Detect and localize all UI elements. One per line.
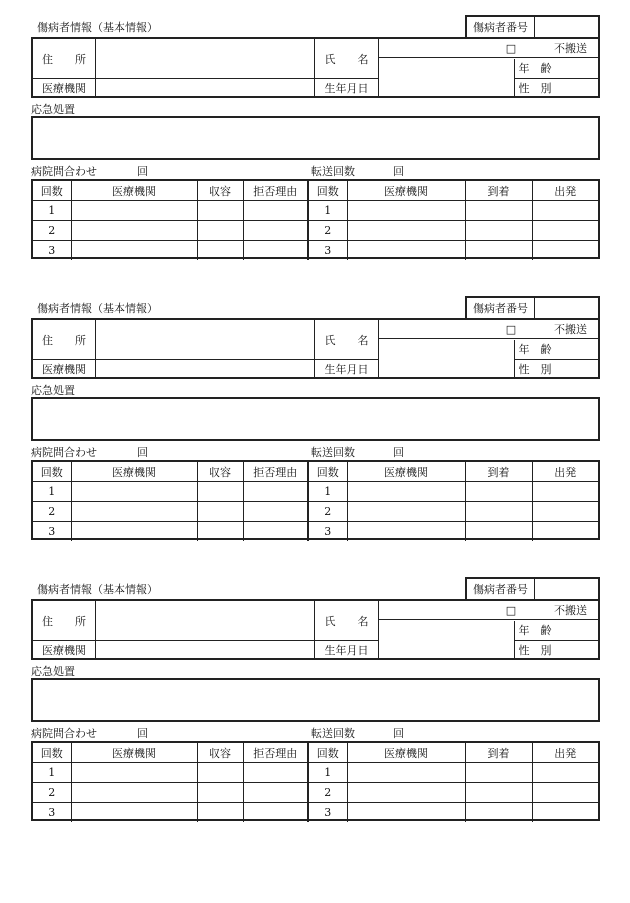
- no-transport-checkbox[interactable]: □: [505, 603, 517, 617]
- row-number-2: 2: [308, 221, 347, 241]
- departure-cell[interactable]: [532, 201, 598, 221]
- birth-label: 生年月日: [324, 363, 369, 376]
- form-title: 傷病者情報（基本情報）: [37, 583, 158, 596]
- inquiry-unit: 回: [137, 727, 148, 740]
- reason-cell[interactable]: [243, 482, 308, 502]
- transfer-unit: 回: [393, 727, 404, 740]
- institution-cell[interactable]: [71, 241, 197, 261]
- table-row: [33, 803, 598, 823]
- first-aid-label: 応急処置: [31, 384, 75, 397]
- row-number: 2: [33, 783, 71, 803]
- header-admission: 収容: [197, 743, 243, 763]
- departure-cell[interactable]: [532, 783, 598, 803]
- table-row: [33, 482, 598, 502]
- header-institution-2: 医療機関: [347, 181, 465, 201]
- patient-number-label: 傷病者番号: [467, 298, 535, 318]
- birth-field[interactable]: [379, 79, 514, 97]
- patient-number-field[interactable]: [535, 17, 598, 37]
- institution-cell[interactable]: [71, 221, 197, 241]
- address-label: 住 所: [42, 333, 86, 347]
- hospital-inquiry-table: [31, 741, 600, 821]
- row-number-2: 3: [308, 803, 347, 823]
- table-row: [33, 221, 598, 241]
- basic-info-table: [31, 37, 600, 98]
- arrival-cell[interactable]: [465, 783, 532, 803]
- institution-cell[interactable]: [71, 803, 197, 823]
- admission-cell[interactable]: [197, 522, 243, 542]
- birth-field[interactable]: [379, 641, 514, 659]
- institution-cell-2[interactable]: [347, 763, 465, 783]
- address-field[interactable]: [96, 601, 314, 640]
- transfer-label: 転送回数: [311, 165, 355, 178]
- row-number-2: 1: [308, 201, 347, 221]
- arrival-cell[interactable]: [465, 241, 532, 261]
- arrival-cell[interactable]: [465, 482, 532, 502]
- patient-number-field[interactable]: [535, 298, 598, 318]
- patient-number-label: 傷病者番号: [467, 579, 535, 599]
- arrival-cell[interactable]: [465, 502, 532, 522]
- institution-cell-2[interactable]: [347, 783, 465, 803]
- table-row: [33, 763, 598, 783]
- institution-cell-2[interactable]: [347, 241, 465, 261]
- header-departure: 出発: [532, 743, 598, 763]
- patient-form-3: [31, 577, 600, 822]
- admission-cell[interactable]: [197, 221, 243, 241]
- patient-form-2: [31, 296, 600, 541]
- header-count: 回数: [33, 743, 71, 763]
- transfer-label: 転送回数: [311, 727, 355, 740]
- header-departure: 出発: [532, 181, 598, 201]
- address-label: 住 所: [42, 52, 86, 66]
- header-arrival: 到着: [465, 462, 532, 482]
- basic-info-table: [31, 599, 600, 660]
- institution-cell-2[interactable]: [347, 221, 465, 241]
- hospital-inquiry-table: [31, 179, 600, 259]
- birth-field[interactable]: [379, 360, 514, 378]
- no-transport-label: 不搬送: [554, 323, 587, 336]
- admission-cell[interactable]: [197, 763, 243, 783]
- table-row: [33, 201, 598, 221]
- institution-cell[interactable]: [71, 763, 197, 783]
- row-number: 1: [33, 201, 71, 221]
- institution-cell-2[interactable]: [347, 522, 465, 542]
- arrival-cell[interactable]: [465, 522, 532, 542]
- header-reason: 拒否理由: [243, 462, 308, 482]
- header-count-2: 回数: [308, 743, 347, 763]
- row-number-2: 2: [308, 783, 347, 803]
- departure-cell[interactable]: [532, 221, 598, 241]
- hospital-field[interactable]: [96, 79, 314, 97]
- reason-cell[interactable]: [243, 221, 308, 241]
- first-aid-field[interactable]: [31, 397, 600, 441]
- patient-number-label: 傷病者番号: [467, 17, 535, 37]
- header-count-2: 回数: [308, 462, 347, 482]
- inquiry-label: 病院問合わせ: [31, 165, 97, 178]
- admission-cell[interactable]: [197, 783, 243, 803]
- row-number: 1: [33, 482, 71, 502]
- table-header-row: [33, 462, 598, 482]
- first-aid-field[interactable]: [31, 678, 600, 722]
- institution-cell[interactable]: [71, 201, 197, 221]
- no-transport-checkbox[interactable]: □: [505, 322, 517, 336]
- row-number-2: 1: [308, 482, 347, 502]
- departure-cell[interactable]: [532, 803, 598, 823]
- inquiry-label: 病院問合わせ: [31, 727, 97, 740]
- row-number: 1: [33, 763, 71, 783]
- header-institution: 医療機関: [71, 181, 197, 201]
- header-institution-2: 医療機関: [347, 462, 465, 482]
- admission-cell[interactable]: [197, 803, 243, 823]
- first-aid-label: 応急処置: [31, 665, 75, 678]
- row-number-2: 3: [308, 522, 347, 542]
- address-field[interactable]: [96, 320, 314, 359]
- header-departure: 出発: [532, 462, 598, 482]
- name-label: 氏 名: [324, 614, 369, 628]
- basic-info-table: [31, 318, 600, 379]
- patient-number-field[interactable]: [535, 579, 598, 599]
- transfer-unit: 回: [393, 165, 404, 178]
- header-institution: 医療機関: [71, 743, 197, 763]
- no-transport-checkbox[interactable]: □: [505, 41, 517, 55]
- transfer-label: 転送回数: [311, 446, 355, 459]
- header-count-2: 回数: [308, 181, 347, 201]
- institution-cell[interactable]: [71, 783, 197, 803]
- no-transport-label: 不搬送: [554, 604, 587, 617]
- patient-number-box: [465, 577, 600, 599]
- header-reason: 拒否理由: [243, 181, 308, 201]
- institution-cell[interactable]: [71, 522, 197, 542]
- departure-cell[interactable]: [532, 502, 598, 522]
- departure-cell[interactable]: [532, 482, 598, 502]
- sex-label: 性 別: [518, 82, 552, 95]
- row-number: 2: [33, 502, 71, 522]
- inquiry-unit: 回: [137, 446, 148, 459]
- institution-cell[interactable]: [71, 502, 197, 522]
- transfer-unit: 回: [393, 446, 404, 459]
- reason-cell[interactable]: [243, 241, 308, 261]
- institution-cell[interactable]: [71, 482, 197, 502]
- row-number: 3: [33, 522, 71, 542]
- row-number: 3: [33, 241, 71, 261]
- form-title: 傷病者情報（基本情報）: [37, 302, 158, 315]
- hospital-label: 医療機関: [42, 363, 86, 376]
- first-aid-field[interactable]: [31, 116, 600, 160]
- reason-cell[interactable]: [243, 502, 308, 522]
- table-header-row: [33, 181, 598, 201]
- sex-label: 性 別: [518, 644, 552, 657]
- admission-cell[interactable]: [197, 201, 243, 221]
- departure-cell[interactable]: [532, 763, 598, 783]
- inquiry-unit: 回: [137, 165, 148, 178]
- patient-number-box: [465, 15, 600, 37]
- reason-cell[interactable]: [243, 201, 308, 221]
- name-label: 氏 名: [324, 333, 369, 347]
- departure-cell[interactable]: [532, 522, 598, 542]
- age-label: 年 齢: [518, 624, 552, 637]
- patient-number-box: [465, 296, 600, 318]
- hospital-inquiry-table: [31, 460, 600, 540]
- hospital-field[interactable]: [96, 641, 314, 659]
- birth-label: 生年月日: [324, 644, 369, 657]
- no-transport-label: 不搬送: [554, 42, 587, 55]
- hospital-field[interactable]: [96, 360, 314, 378]
- row-number: 3: [33, 803, 71, 823]
- arrival-cell[interactable]: [465, 763, 532, 783]
- first-aid-label: 応急処置: [31, 103, 75, 116]
- header-admission: 収容: [197, 181, 243, 201]
- institution-cell-2[interactable]: [347, 502, 465, 522]
- arrival-cell[interactable]: [465, 221, 532, 241]
- header-count: 回数: [33, 181, 71, 201]
- header-arrival: 到着: [465, 743, 532, 763]
- row-number-2: 3: [308, 241, 347, 261]
- header-institution-2: 医療機関: [347, 743, 465, 763]
- form-title: 傷病者情報（基本情報）: [37, 21, 158, 34]
- age-label: 年 齢: [518, 343, 552, 356]
- sex-label: 性 別: [518, 363, 552, 376]
- table-row: [33, 522, 598, 542]
- reason-cell[interactable]: [243, 522, 308, 542]
- row-number: 2: [33, 221, 71, 241]
- table-header-row: [33, 743, 598, 763]
- table-row: [33, 502, 598, 522]
- institution-cell-2[interactable]: [347, 482, 465, 502]
- admission-cell[interactable]: [197, 502, 243, 522]
- arrival-cell[interactable]: [465, 201, 532, 221]
- table-row: [33, 241, 598, 261]
- inquiry-label: 病院問合わせ: [31, 446, 97, 459]
- row-number-2: 2: [308, 502, 347, 522]
- reason-cell[interactable]: [243, 803, 308, 823]
- header-arrival: 到着: [465, 181, 532, 201]
- header-reason: 拒否理由: [243, 743, 308, 763]
- header-institution: 医療機関: [71, 462, 197, 482]
- birth-label: 生年月日: [324, 82, 369, 95]
- table-row: [33, 783, 598, 803]
- admission-cell[interactable]: [197, 241, 243, 261]
- reason-cell[interactable]: [243, 783, 308, 803]
- institution-cell-2[interactable]: [347, 803, 465, 823]
- address-field[interactable]: [96, 39, 314, 78]
- admission-cell[interactable]: [197, 482, 243, 502]
- departure-cell[interactable]: [532, 241, 598, 261]
- arrival-cell[interactable]: [465, 803, 532, 823]
- header-count: 回数: [33, 462, 71, 482]
- hospital-label: 医療機関: [42, 644, 86, 657]
- header-admission: 収容: [197, 462, 243, 482]
- reason-cell[interactable]: [243, 763, 308, 783]
- hospital-label: 医療機関: [42, 82, 86, 95]
- address-label: 住 所: [42, 614, 86, 628]
- institution-cell-2[interactable]: [347, 201, 465, 221]
- name-label: 氏 名: [324, 52, 369, 66]
- patient-form-1: [31, 15, 600, 260]
- age-label: 年 齢: [518, 62, 552, 75]
- row-number-2: 1: [308, 763, 347, 783]
